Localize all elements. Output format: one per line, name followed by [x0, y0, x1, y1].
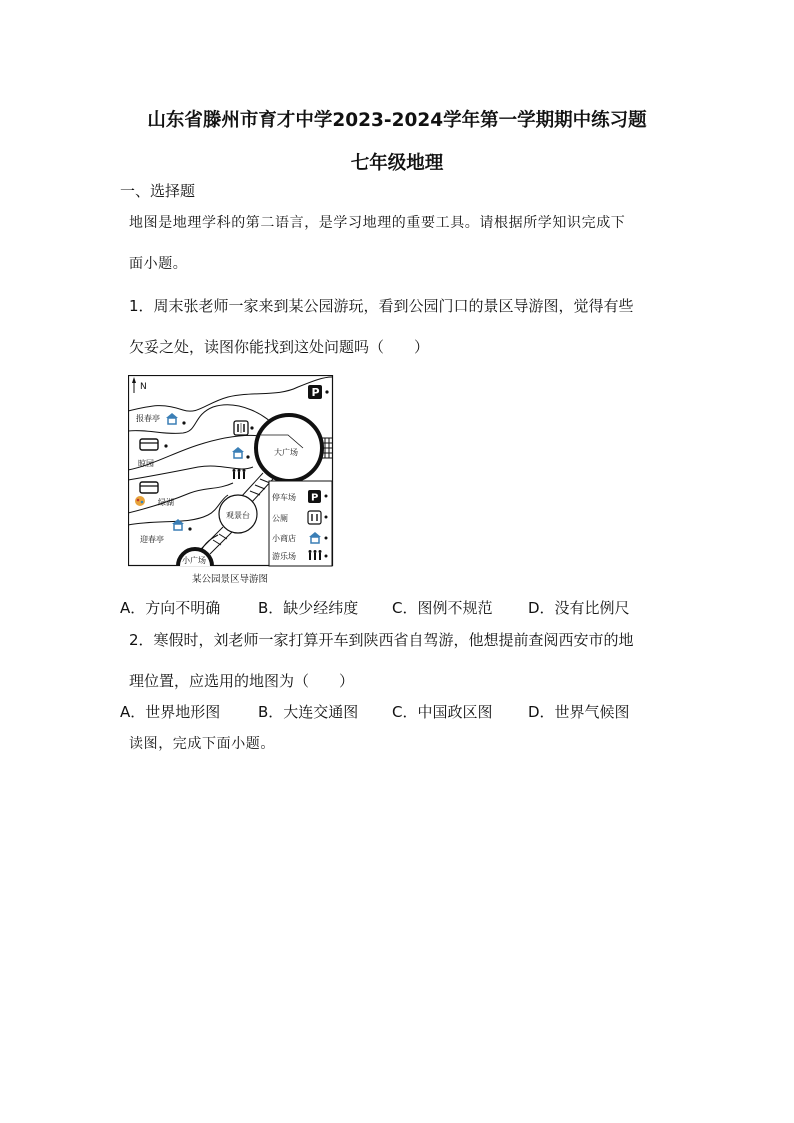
map-caption: 某公园景区导游图 [192, 574, 269, 585]
label-lvhu: 绿湖 [158, 498, 174, 507]
playground-icon [233, 469, 246, 479]
legend-label-shop: 小商店 [272, 534, 296, 543]
playground-icon [309, 550, 322, 560]
label-jingyuan: 晾园 [138, 459, 154, 468]
intro-line-1: 地图是地理学科的第二语言，是学习地理的重要工具。请根据所学知识完成下 [129, 215, 626, 231]
page-title: 山东省滕州市育才中学2023-2024学年第一学期期中练习题 [147, 110, 647, 131]
q1-option-a: A．方向不明确 [120, 599, 221, 617]
question-2-line-2: 理位置，应选用的地图为（ ） [129, 672, 355, 690]
label-xiaoguangchang: 小广场 [182, 556, 206, 565]
label-daguangchang: 大广场 [274, 448, 298, 457]
legend-label-parking: 停车场 [272, 493, 296, 502]
label-yingchunting: 迎春亭 [140, 535, 164, 544]
label-guanjingtai: 观景台 [226, 511, 250, 520]
legend-label-restroom: 公厕 [272, 514, 288, 523]
question-1-line-2: 欠妥之处，读图你能找到这处问题吗（ ） [129, 338, 430, 356]
map-legend [269, 481, 332, 566]
svg-text:P: P [311, 492, 319, 504]
intro-line-2: 面小题。 [129, 256, 188, 272]
q2-option-a: A．世界地形图 [120, 703, 221, 721]
question-1-line-1: 1．周末张老师一家来到某公园游玩，看到公园门口的景区导游图，觉得有些 [129, 297, 634, 315]
outro-text: 读图，完成下面小题。 [129, 736, 275, 752]
q1-option-d: D．没有比例尺 [528, 599, 630, 617]
q1-option-b: B．缺少经纬度 [258, 599, 359, 617]
svg-text:P: P [311, 386, 320, 399]
section-heading: 一、选择题 [120, 182, 196, 200]
park-guide-map [128, 375, 340, 589]
q2-option-b: B．大连交通图 [258, 703, 359, 721]
parking-icon [308, 490, 321, 504]
label-baochunting: 报春亭 [136, 414, 160, 423]
north-label: N [140, 382, 147, 392]
legend-label-playground: 游乐场 [272, 552, 296, 561]
parking-icon [308, 385, 322, 399]
page-subtitle: 七年级地理 [350, 153, 444, 174]
q2-option-c: C．中国政区图 [392, 703, 493, 721]
question-2-line-1: 2．寒假时，刘老师一家打算开车到陕西省自驾游，他想提前查阅西安市的地 [129, 631, 634, 649]
q1-option-c: C．图例不规范 [392, 599, 493, 617]
q2-option-d: D．世界气候图 [528, 703, 630, 721]
painting-icon [135, 496, 145, 506]
